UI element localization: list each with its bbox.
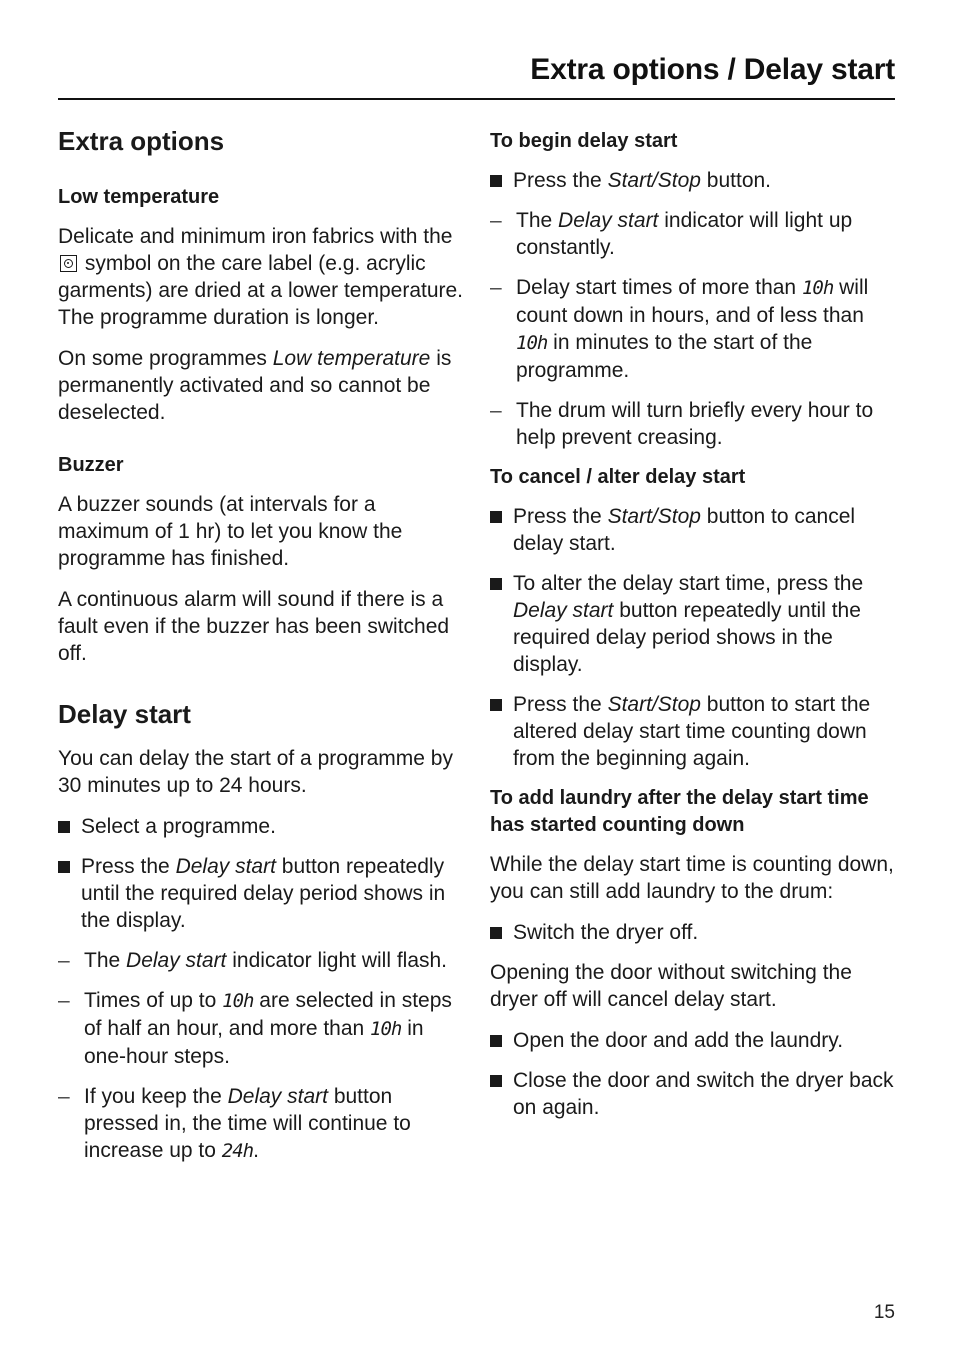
dash-mark: –: [58, 949, 70, 972]
text: button repeatedly until the required delay period shows in the display.: [81, 855, 446, 932]
text: button pressed in, the time will continue to increase up to: [84, 1085, 411, 1162]
text: Open the door and add the laundry.: [513, 1029, 844, 1052]
header-rule: [58, 98, 895, 100]
extra-options-heading: Extra options: [58, 126, 225, 156]
cancel-delay-heading: To cancel / alter delay start: [490, 466, 746, 488]
bullet-square-icon: [490, 175, 502, 187]
left-column: [58, 124, 466, 1178]
text: Press the: [513, 169, 602, 192]
emphasis: Low temperature: [272, 347, 431, 370]
dash-mark: –: [490, 399, 502, 422]
low-temperature-heading: Low temperature: [58, 186, 220, 208]
dash-mark: –: [490, 276, 502, 299]
text: in minutes to the start of the programme.: [516, 331, 813, 382]
display-segment-text: 10h: [801, 277, 834, 299]
display-segment-text: 10h: [222, 990, 254, 1012]
text: On some programmes: [58, 347, 267, 370]
text: will count down in hours, and of less than: [516, 276, 869, 327]
care-label-symbol-icon: [60, 255, 77, 272]
list-item: [490, 1027, 900, 1054]
list-item: [490, 167, 900, 194]
text: Select a programme.: [81, 815, 276, 838]
text: are selected in steps of half an hour, and more than: [84, 989, 452, 1040]
buzzer-paragraph-2: A continuous alarm will sound if there is a fault even if the buzzer has been switched off.: [58, 588, 450, 665]
dash-item: [490, 397, 900, 451]
delay-start-heading: Delay start: [58, 699, 191, 729]
text: button to start the altered delay start time counting down from the beginning again.: [513, 693, 871, 770]
list-item: [490, 691, 900, 772]
text: If you keep the: [84, 1085, 222, 1108]
dash-item: [490, 207, 900, 261]
text: indicator light will flash.: [232, 949, 448, 972]
bullet-square-icon: [490, 511, 502, 523]
list-item: [490, 1067, 900, 1121]
add-laundry-note: Opening the door without switching the dryer off will cancel delay start.: [490, 961, 852, 1011]
display-segment-text: 10h: [516, 332, 548, 354]
text: in one-hour steps.: [84, 1017, 424, 1068]
text: Delay start times of more than: [516, 276, 797, 299]
list-item: [58, 813, 466, 840]
emphasis: Start/Stop: [607, 505, 701, 528]
text: Times of up to: [84, 989, 217, 1012]
list-item: [490, 503, 900, 557]
text: .: [253, 1139, 259, 1162]
emphasis: Delay start: [175, 855, 276, 878]
text: Press the: [513, 693, 602, 716]
dash-item: [58, 947, 466, 974]
low-temperature-paragraph-1: [58, 223, 466, 331]
bullet-square-icon: [58, 861, 70, 873]
text: Press the: [81, 855, 170, 878]
right-column: [490, 128, 900, 1134]
emphasis: Delay start: [227, 1085, 328, 1108]
text: button repeatedly until the required delay period shows in the display.: [513, 599, 861, 676]
text: Close the door and switch the dryer back on again.: [513, 1069, 894, 1119]
buzzer-heading: Buzzer: [58, 454, 124, 476]
text: symbol on the care label (e.g. acrylic garments) are dried at a lower temperature. The programme duration is longer.: [58, 252, 464, 329]
add-laundry-heading: To add laundry after the delay start time has started counting down: [490, 787, 869, 836]
emphasis: Delay start: [513, 599, 614, 622]
text: The: [516, 209, 553, 232]
text: The: [84, 949, 121, 972]
text: The drum will turn briefly every hour to help prevent creasing.: [516, 399, 874, 449]
emphasis: Start/Stop: [607, 693, 701, 716]
emphasis: Delay start: [126, 949, 227, 972]
dash-mark: –: [58, 1085, 70, 1108]
dash-item: [58, 987, 466, 1070]
list-item: [58, 853, 466, 934]
delay-start-intro: You can delay the start of a programme by 30 minutes up to 24 hours.: [58, 747, 453, 797]
text: indicator will light up constantly.: [516, 209, 853, 259]
list-item: [490, 570, 900, 678]
bullet-square-icon: [490, 699, 502, 711]
text: button to cancel delay start.: [513, 505, 856, 555]
begin-delay-heading: To begin delay start: [490, 130, 678, 152]
buzzer-paragraph-1: A buzzer sounds (at intervals for a maximum of 1 hr) to let you know the programme has finished.: [58, 493, 403, 570]
bullet-square-icon: [490, 578, 502, 590]
bullet-square-icon: [490, 927, 502, 939]
text: Delicate and minimum iron fabrics with the: [58, 225, 453, 248]
low-temperature-paragraph-2: [58, 345, 466, 426]
dash-mark: –: [58, 989, 70, 1012]
add-laundry-intro: While the delay start time is counting down, you can still add laundry to the drum:: [490, 853, 894, 903]
text: Press the: [513, 505, 602, 528]
bullet-square-icon: [490, 1035, 502, 1047]
emphasis: Start/Stop: [607, 169, 701, 192]
dash-item: [490, 274, 900, 384]
display-segment-text: 10h: [370, 1018, 402, 1040]
page-number: 15: [873, 1302, 895, 1323]
dash-mark: –: [490, 209, 502, 232]
list-item: [490, 919, 900, 946]
text: button.: [706, 169, 772, 192]
display-segment-text: 24h: [221, 1140, 254, 1162]
text: To alter the delay start time, press the: [513, 572, 864, 595]
text: Switch the dryer off.: [513, 921, 699, 944]
text: is permanently activated and so cannot be deselected.: [58, 347, 452, 424]
emphasis: Delay start: [558, 209, 659, 232]
bullet-square-icon: [490, 1075, 502, 1087]
page-title: Extra options / Delay start: [530, 53, 895, 86]
dash-item: [58, 1083, 466, 1165]
bullet-square-icon: [58, 821, 70, 833]
